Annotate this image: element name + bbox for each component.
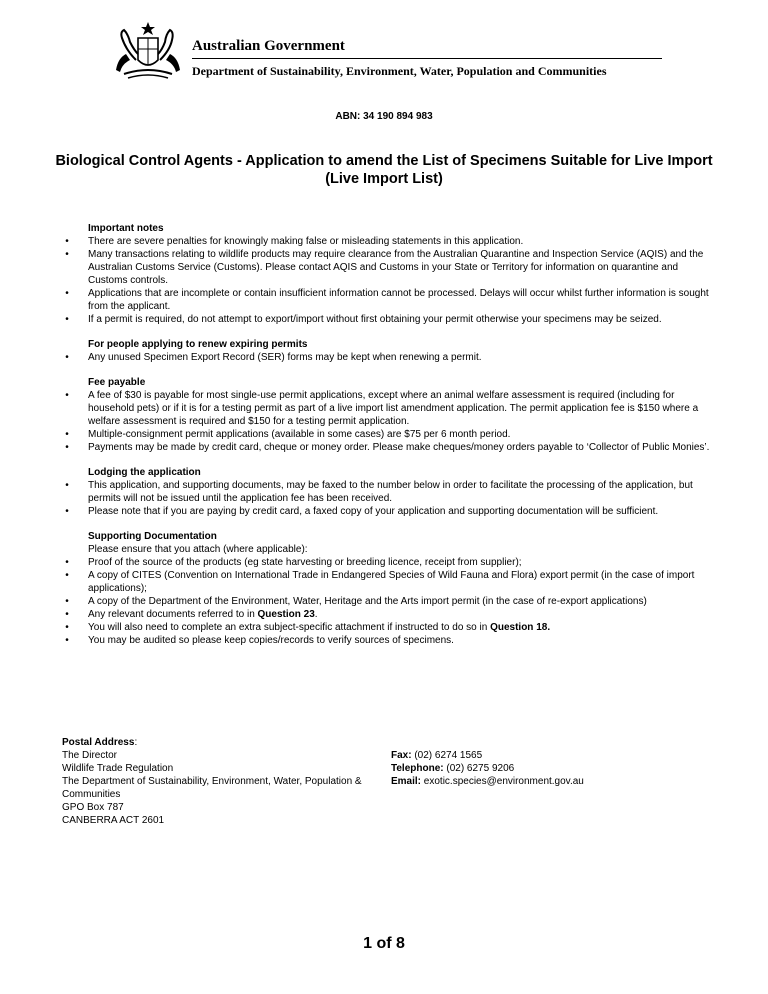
bullet-icon: • [65, 596, 69, 607]
list-item [62, 634, 712, 647]
section-supporting-docs [62, 530, 712, 647]
section-title: Supporting Documentation [88, 531, 217, 542]
bullet-icon: • [65, 557, 69, 568]
list-item-text: This application, and supporting documents, may be faxed to the number below in order to facilitate the processing of the application, but permits will not be issued until the application fee has been received. [88, 480, 693, 504]
list-item-text: A copy of the Department of the Environment, Water, Heritage and the Arts import permit (in the case of re-export applications) [88, 596, 647, 607]
list-item-text: Many transactions relating to wildlife products may require clearance from the Australian Quarantine and Inspection Service (AQIS) and the Australian Customs Service (Customs). Please contact AQIS and Customs in your State or Territory for information on quarantine and Customs controls. [88, 249, 704, 286]
list-item-text: Applications that are incomplete or contain insufficient information cannot be processed. Delays will occur whilst further information is sought from the applicant. [88, 288, 709, 312]
list-item [62, 389, 712, 428]
bullet-list [62, 556, 712, 647]
bullet-icon: • [65, 609, 69, 620]
list-item-text: You will also need to complete an extra subject-specific attachment if instructed to do so in [88, 622, 491, 633]
list-item [62, 505, 712, 518]
email-line [391, 775, 651, 788]
section-title: Lodging the application [88, 467, 201, 478]
page-title: Biological Control Agents - Application to amend the List of Specimens Suitable for Live Import (Live Import List) [55, 153, 713, 187]
bullet-icon: • [65, 236, 69, 247]
list-item [62, 287, 712, 313]
postal-address-label: Postal Address [62, 737, 135, 748]
bullet-icon: • [65, 314, 69, 325]
address-line: The Director [62, 750, 118, 761]
list-item-text: Any relevant documents referred to in [88, 609, 258, 620]
list-item [62, 428, 712, 441]
question-reference: Question 18. [490, 622, 551, 633]
list-item [62, 608, 712, 621]
address-line: GPO Box 787 [62, 802, 124, 813]
contact-details [391, 749, 651, 788]
header-divider [192, 58, 662, 59]
list-item-text: There are severe penalties for knowingly making false or misleading statements in this application. [88, 236, 524, 247]
section-title: Important notes [88, 223, 164, 234]
section-intro: Please ensure that you attach (where applicable): [88, 544, 308, 555]
list-item-text: If a permit is required, do not attempt to export/import without first obtaining your permit otherwise your specimens may be seized. [88, 314, 662, 325]
page-header [108, 20, 663, 80]
section-fee-payable [62, 376, 712, 454]
bullet-icon: • [65, 570, 69, 581]
section-title: For people applying to renew expiring permits [88, 339, 308, 350]
list-item [62, 621, 712, 634]
list-item-text: Please note that if you are paying by credit card, a faxed copy of your application and supporting documentation will be sufficient. [88, 506, 659, 517]
postal-address [62, 736, 362, 827]
section-lodging [62, 466, 712, 518]
list-item [62, 351, 712, 364]
telephone-label: Telephone: [391, 763, 444, 774]
bullet-list [62, 235, 712, 326]
list-item-text: You may be audited so please keep copies/records to verify sources of specimens. [88, 635, 454, 646]
postal-address-colon: : [134, 737, 138, 748]
notes-body [62, 222, 712, 659]
bullet-icon: • [65, 480, 69, 491]
list-item-text: Payments may be made by credit card, cheque or money order. Please make cheques/money orders payable to ‘Collector of Public Monies’. [88, 442, 710, 453]
address-line: The Department of Sustainability, Environment, Water, Population & Communities [62, 776, 362, 800]
section-important-notes [62, 222, 712, 326]
question-reference: Question 23 [257, 609, 315, 620]
government-name: Australian Government [192, 38, 345, 54]
list-item-text: Proof of the source of the products (eg state harvesting or breeding licence, receipt from supplier); [88, 557, 522, 568]
section-renew-permits [62, 338, 712, 364]
bullet-icon: • [65, 622, 69, 633]
department-name: Department of Sustainability, Environment, Water, Population and Communities [192, 64, 607, 78]
list-item-text: A copy of CITES (Convention on International Trade in Endangered Species of Wild Fauna and Flora) export permit (in the case of import applications); [88, 570, 695, 594]
bullet-icon: • [65, 288, 69, 299]
address-line: Wildlife Trade Regulation [62, 763, 174, 774]
list-item [62, 595, 712, 608]
list-item [62, 441, 712, 454]
page-number: 1 of 8 [363, 935, 405, 952]
bullet-icon: • [65, 442, 69, 453]
abn-number: ABN: 34 190 894 983 [335, 111, 433, 122]
bullet-list [62, 479, 712, 518]
bullet-list [62, 389, 712, 454]
list-item [62, 235, 712, 248]
bullet-icon: • [65, 635, 69, 646]
list-item-text: Any unused Specimen Export Record (SER) forms may be kept when renewing a permit. [88, 352, 482, 363]
address-line: CANBERRA ACT 2601 [62, 815, 165, 826]
telephone-number: (02) 6275 9206 [443, 763, 515, 774]
bullet-icon: • [65, 249, 69, 260]
email-address[interactable]: exotic.species@environment.gov.au [421, 776, 584, 787]
telephone-line [391, 762, 651, 775]
list-item [62, 556, 712, 569]
section-title: Fee payable [88, 377, 146, 388]
list-item [62, 313, 712, 326]
bullet-icon: • [65, 390, 69, 401]
coat-of-arms-icon [108, 20, 188, 82]
list-item-text: . [314, 609, 318, 620]
bullet-icon: • [65, 429, 69, 440]
list-item-text: Multiple-consignment permit applications (available in some cases) are $75 per 6 month period. [88, 429, 511, 440]
bullet-icon: • [65, 506, 69, 517]
bullet-list [62, 351, 712, 364]
list-item [62, 479, 712, 505]
fax-line [391, 749, 651, 762]
fax-number: (02) 6274 1565 [411, 750, 483, 761]
list-item [62, 248, 712, 287]
list-item [62, 569, 712, 595]
email-label: Email: [391, 776, 422, 787]
bullet-icon: • [65, 352, 69, 363]
fax-label: Fax: [391, 750, 412, 761]
list-item-text: A fee of $30 is payable for most single-use permit applications, except where an animal welfare assessment is required (including for household pets) or if it is for a testing permit as part of a live import list amendment application. The permit application fee is $150 where a welfare assessment is required and $150 for a testing permit application. [88, 390, 699, 427]
